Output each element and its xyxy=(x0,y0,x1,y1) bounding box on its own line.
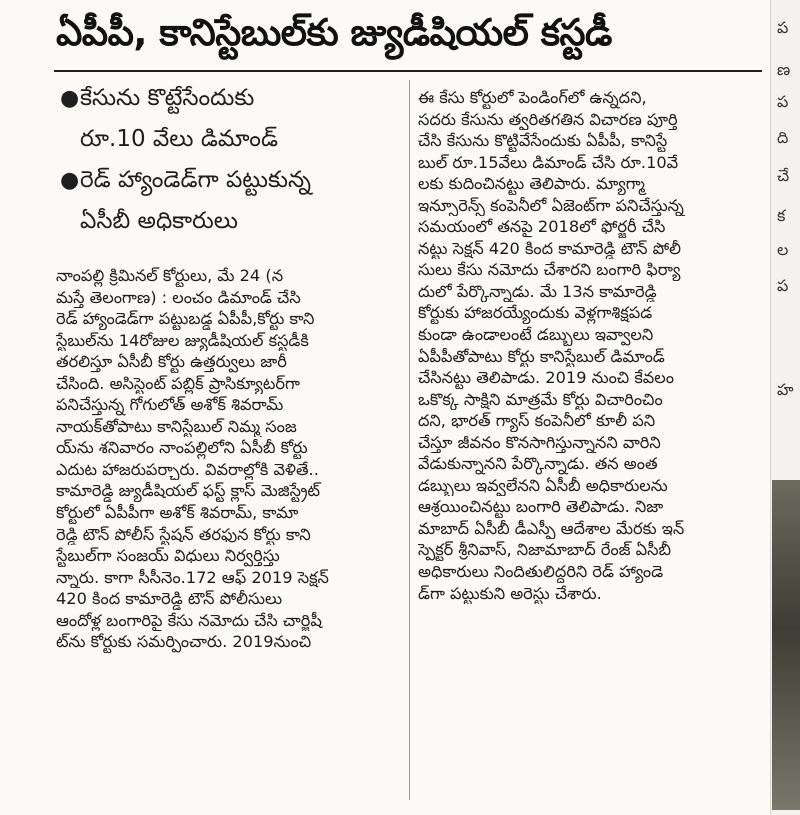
body-text-line: తరలిస్తూ ఏసీబీ కోర్టు ఉత్తర్వులు జారీ xyxy=(56,352,287,372)
body-text-line: కామారెడ్డి జ్యుడీషియల్ ఫస్ట్ క్లాస్ మెజిస్ట్రేట్ xyxy=(56,481,321,501)
highlight-text: రెడ్ హ్యాండెడ్‌గా పట్టుకున్న xyxy=(80,167,311,193)
body-text-line: ఇన్సూరెన్స్ కంపెనీలో ఏజెంట్‌గా పనిచేస్తున్న xyxy=(418,195,684,215)
body-text-line: నాయక్‌తోపాటు కానిస్టేబుల్ నిమ్మ సంజ xyxy=(56,416,297,436)
body-text-line: లకు కుదించినట్టు తెలిపారు. మ్యాగ్మా xyxy=(418,174,645,194)
body-text-line: నట్టు సెక్షన్ 420 కింద కామారెడ్డి టౌన్ పోలీ xyxy=(418,238,681,258)
body-text-line: మాబాద్ ఏసీబీ డీఎస్పీ ఆదేశాల మేరకు ఇన్ xyxy=(418,518,685,538)
body-text-line: స్టేబుల్‌ను 14రోజుల జ్యుడీషియల్ కస్టడీకి xyxy=(56,330,309,350)
body-text-line: అధికారులు నిందితులిద్దరిని రెడ్ హ్యాండె xyxy=(418,562,664,582)
body-text-line: డ్‌గా పట్టుకుని అరెస్టు చేశారు. xyxy=(418,583,602,603)
bullet-icon: ● xyxy=(60,168,80,193)
body-text-line: చేసి కేసును కొట్టివేసేందుకు ఏపీపీ, కానిస్టే xyxy=(418,131,668,151)
body-text-line: దులో పేర్కొన్నాడు. మే 13న కామారెడ్డి xyxy=(418,281,657,301)
body-text-line: సమయంలో తనపై 2018లో ఫోర్జరీ చేసి xyxy=(418,217,666,237)
body-text-line: న్నారు. కాగా సీసీనెం.172 ఆఫ్ 2019 సెక్షన్ xyxy=(56,567,329,587)
highlight-line-4 xyxy=(58,201,403,242)
adjacent-text-fragment: హ xyxy=(777,380,794,399)
body-text-line: మస్తే తెలంగాణ) : లంచం డిమాండ్ చేసి xyxy=(56,287,301,307)
headline-rule xyxy=(54,70,762,72)
body-text-line: ట్‌ను కోర్టుకు సమర్పించారు. 2019నుంచి xyxy=(56,632,312,652)
highlight-text: ఏసీబీ అధికారులు xyxy=(80,208,238,234)
highlight-box xyxy=(58,78,403,254)
highlight-text: కేసును కొట్టేసేందుకు xyxy=(80,85,255,111)
body-text-line: 420 కింద కామారెడ్డి టౌన్ పోలీసులు xyxy=(56,589,283,609)
body-text-line: పనిచేస్తున్న గోగులోత్ అశోక్ శివరామ్ xyxy=(56,395,284,415)
body-text-line: ఎదుట హాజరుపర్చారు. వివరాల్లోకి వెళితే.. xyxy=(56,459,319,479)
body-text-line: దని, భారత్ గ్యాస్ కంపెనీలో కూలీ పని xyxy=(418,411,656,431)
adjacent-text-fragment: చే xyxy=(777,166,790,185)
body-text-line: రెడ్ హ్యాండెడ్‌గా పట్టుబడ్డ ఏపీపీ,కోర్టు కాని xyxy=(56,309,315,329)
body-text-line: వేడుకున్నానని పేర్కొన్నాడు. తన అంత xyxy=(418,454,658,474)
adjacent-text-fragment: ల xyxy=(777,240,789,259)
body-text-line: స్పెక్టర్ శ్రీనివాస్, నిజామాబాద్ రేంజ్ ఏసీబీ xyxy=(418,540,671,560)
article-body-left-column xyxy=(56,265,402,800)
body-text-line: ఆశ్రయించినట్టు బంగారి తెలిపాడు. నిజా xyxy=(418,497,664,517)
body-text-line: స్టేబుల్‌గా సంజయ్ విధులు నిర్వర్తిస్తు xyxy=(56,546,280,566)
article-body-right-column xyxy=(418,87,764,802)
adjacent-text-fragment: ణ xyxy=(777,60,791,79)
body-text-line: కుండా ఉండాలంటే డబ్బులు ఇవ్వాలని xyxy=(418,325,654,345)
body-text-line: కోర్టుకు హాజరయ్యేందుకు వెళ్లగాశిక్షపడ xyxy=(418,303,653,323)
adjacent-text-fragment: ప xyxy=(777,276,789,295)
column-divider xyxy=(409,80,410,800)
body-text-line: ఒకొక్క సాక్షిని మాత్రమే కోర్టు విచారించిం xyxy=(418,389,663,409)
body-text-line: సదరు కేసును త్వరితగతిన విచారణ పూర్తి xyxy=(418,109,678,129)
adjacent-photo xyxy=(772,480,800,810)
body-text-line: సులు కేసు నమోదు చేశారని బంగారి ఫిర్యా xyxy=(418,260,681,280)
highlight-line-1 xyxy=(58,78,403,119)
body-text-line: చేసింది. అసిస్టెంట్ పబ్లిక్ ప్రాసిక్యూటర్‌గా xyxy=(56,373,300,393)
body-text-line: ఆందోళ్ల బంగారిపై కేసు నమోదు చేసి చార్జిషీ xyxy=(56,610,322,630)
body-text-line: బుల్ రూ.15వేలు డిమాండ్ చేసి రూ.10వే xyxy=(418,152,679,172)
article-headline: ఏపీపీ, కానిస్టేబుల్‌కు జ్యుడీషియల్ కస్టడీ xyxy=(56,11,612,54)
body-text-line: చేసినట్టు తెలిపాడు. 2019 నుంచి కేవలం xyxy=(418,368,674,388)
body-text-line: చేస్తూ జీవనం కొనసాగిస్తున్నానని వారిని xyxy=(418,432,661,452)
highlight-text: రూ.10 వేలు డిమాండ్ xyxy=(80,126,278,152)
body-text-line: నాంపల్లి క్రిమినల్ కోర్టులు, మే 24 (న xyxy=(56,266,284,285)
body-text-line: య్‌ను శనివారం నాంపల్లిలోని ఏసీబీ కోర్టు xyxy=(56,438,308,458)
body-text-line: ఏపీపీతోపాటు కోర్టు కానిస్టేబుల్ డిమాండ్ xyxy=(418,346,665,366)
highlight-line-3 xyxy=(58,160,403,201)
body-text-line: కోర్టులో ఏపీపీగా అశోక్ శివరామ్, కామా xyxy=(56,503,299,523)
body-text-line: డబ్బులు ఇవ్వలేనని ఏసీబీ అధికారులను xyxy=(418,475,668,495)
body-text-line: ఈ కేసు కోర్టులో పెండింగ్‌లో ఉన్నదని, xyxy=(418,88,647,107)
adjacent-text-fragment: ప xyxy=(777,18,789,37)
body-text-line: రెడ్డి టౌన్ పోలీస్ స్టేషన్ తరఫున కోర్టు కాని xyxy=(56,524,311,544)
adjacent-text-fragment: ప xyxy=(777,92,789,111)
adjacent-text-fragment: క xyxy=(777,206,786,225)
bullet-icon: ● xyxy=(60,86,80,111)
highlight-line-2 xyxy=(58,119,403,160)
adjacent-text-fragment: ది xyxy=(777,128,789,147)
